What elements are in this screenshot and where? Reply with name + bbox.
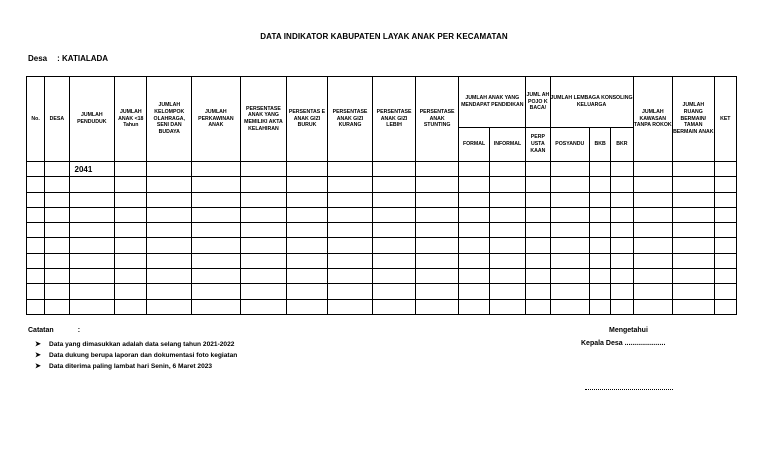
table-cell[interactable] [489,299,525,314]
header-ruang-bermain: JUMLAH RUANG BERMAIN/ TAMAN BERMAIN ANAK [673,77,715,162]
table-cell[interactable] [147,162,192,177]
table-cell[interactable] [287,207,328,222]
table-cell[interactable]: 2041 [69,162,115,177]
table-row [27,299,737,314]
table-cell[interactable] [415,299,459,314]
table-cell[interactable] [589,162,610,177]
table-cell[interactable] [373,299,416,314]
header-perkawinan-anak: JUMLAH PERKAWINAN ANAK [192,77,241,162]
table-cell[interactable] [373,253,416,268]
table-cell[interactable] [147,269,192,284]
table-cell[interactable] [550,177,589,192]
table-cell[interactable] [489,253,525,268]
table-cell[interactable] [611,284,633,299]
arrow-bullet-icon: ➤ [35,352,41,359]
table-cell[interactable] [45,253,69,268]
table-cell[interactable] [115,253,147,268]
table-row [27,269,737,284]
signature-line [585,389,673,390]
table-cell[interactable] [69,207,115,222]
catatan-text: Catatan [28,327,54,334]
header-pojok-baca: JUML AH POJO K BACA/ [526,77,550,128]
table-cell[interactable] [633,284,672,299]
table-cell[interactable] [489,238,525,253]
table-cell[interactable] [673,162,715,177]
header-stunting: PERSENTASE ANAK STUNTING [415,77,459,162]
header-pendidikan-formal: FORMAL [459,128,489,162]
table-cell[interactable] [673,223,715,238]
table-cell[interactable] [526,299,550,314]
note-item [35,339,237,350]
table-cell[interactable] [115,269,147,284]
catatan-colon: : [77,327,81,334]
table-cell[interactable] [589,192,610,207]
header-bkb: BKB [589,128,610,162]
table-cell[interactable] [287,162,328,177]
table-row [27,253,737,268]
table-cell[interactable] [115,299,147,314]
table-cell[interactable] [373,238,416,253]
table-cell[interactable] [633,177,672,192]
table-cell[interactable] [673,299,715,314]
desa-value: : KATIALADA [57,54,109,63]
table-cell[interactable] [611,253,633,268]
table-cell[interactable] [550,299,589,314]
table-cell[interactable] [27,192,45,207]
indicator-table [26,76,737,315]
table-cell[interactable] [240,299,287,314]
table-cell[interactable] [673,269,715,284]
table-cell[interactable] [633,253,672,268]
header-jumlah-penduduk: JUMLAH PENDUDUK [69,77,115,162]
table-cell[interactable] [115,177,147,192]
table-cell[interactable] [459,162,489,177]
table-cell[interactable] [287,253,328,268]
table-cell[interactable] [27,162,45,177]
table-cell[interactable] [192,238,241,253]
table-cell[interactable] [526,269,550,284]
arrow-bullet-icon: ➤ [35,363,41,370]
table-cell[interactable] [192,207,241,222]
table-cell[interactable] [27,269,45,284]
table-cell[interactable] [633,299,672,314]
table-cell[interactable] [147,253,192,268]
table-cell[interactable] [27,299,45,314]
table-row [27,207,737,222]
table-cell[interactable] [673,192,715,207]
table-cell[interactable] [673,238,715,253]
table-cell[interactable] [373,192,416,207]
table-cell[interactable] [287,223,328,238]
table-cell[interactable] [147,223,192,238]
table-cell[interactable] [459,238,489,253]
table-cell[interactable] [373,223,416,238]
table-cell[interactable] [714,253,736,268]
table-cell[interactable] [633,269,672,284]
table-cell[interactable] [611,299,633,314]
table-cell[interactable] [327,299,373,314]
table-cell[interactable] [633,238,672,253]
header-ket: KET [714,77,736,162]
table-row [27,238,737,253]
table-cell[interactable] [240,269,287,284]
table-cell[interactable] [192,192,241,207]
header-lembaga-konseling: JUMLAH LEMBAGA KONSOLING KELUARGA [550,77,633,128]
table-cell[interactable] [240,238,287,253]
table-cell[interactable] [714,177,736,192]
table-cell[interactable] [526,284,550,299]
table-cell[interactable] [415,207,459,222]
table-cell[interactable] [147,207,192,222]
header-kawasan-tanpa-rokok: JUMLAH KAWASAN TANPA ROKOK [633,77,672,162]
table-cell[interactable] [45,223,69,238]
table-cell[interactable] [192,253,241,268]
table-cell[interactable] [673,177,715,192]
table-cell[interactable] [714,299,736,314]
table-cell[interactable] [27,207,45,222]
table-cell[interactable] [45,284,69,299]
table-cell[interactable] [489,207,525,222]
header-desa: DESA [45,77,69,162]
table-cell[interactable] [327,238,373,253]
table-cell[interactable] [550,162,589,177]
table-cell[interactable] [45,238,69,253]
table-cell[interactable] [192,299,241,314]
table-cell[interactable] [714,269,736,284]
kepala-desa-label: Kepala Desa ..................... [581,340,666,347]
header-no: No. [27,77,45,162]
note-item [35,361,237,372]
table-cell[interactable] [327,192,373,207]
table-cell[interactable] [192,284,241,299]
note-text: Data dukung berupa laporan dan dokumentasi foto kegiatan [49,352,238,359]
table-cell[interactable] [611,207,633,222]
header-akta-kelahiran: PERSENTASE ANAK YANG MEMILIKI AKTA KELAHIRAN [240,77,287,162]
table-cell[interactable] [550,284,589,299]
table-cell[interactable] [673,284,715,299]
table-cell[interactable] [589,253,610,268]
table-cell[interactable] [489,284,525,299]
table-cell[interactable] [147,299,192,314]
table-cell[interactable] [373,269,416,284]
table-cell[interactable] [415,253,459,268]
table-cell[interactable] [489,162,525,177]
table-cell[interactable] [327,177,373,192]
table-cell[interactable] [459,284,489,299]
table-cell[interactable] [287,269,328,284]
table-row [27,177,737,192]
table-cell[interactable] [489,223,525,238]
table-cell[interactable] [69,253,115,268]
table-cell[interactable] [633,162,672,177]
table-cell[interactable] [327,223,373,238]
table-cell[interactable] [240,162,287,177]
table-cell[interactable] [327,269,373,284]
table-cell[interactable] [287,238,328,253]
table-cell[interactable] [459,207,489,222]
table-cell[interactable] [327,162,373,177]
table-cell[interactable] [69,223,115,238]
table-cell[interactable] [415,162,459,177]
table-cell[interactable] [415,238,459,253]
table-cell[interactable] [287,299,328,314]
table-cell[interactable] [633,192,672,207]
table-cell[interactable] [459,223,489,238]
mengetahui-label: Mengetahui [609,327,648,334]
table-cell[interactable] [611,192,633,207]
table-cell[interactable] [459,192,489,207]
table-cell[interactable] [115,192,147,207]
table-cell[interactable] [489,269,525,284]
table-cell[interactable] [415,269,459,284]
table-cell[interactable] [526,162,550,177]
table-cell[interactable] [27,223,45,238]
table-cell[interactable] [69,269,115,284]
table-cell[interactable] [192,162,241,177]
document-title: DATA INDIKATOR KABUPATEN LAYAK ANAK PER KECAMATAN [260,32,508,41]
table-cell[interactable] [147,284,192,299]
table-cell[interactable] [589,299,610,314]
table-cell[interactable] [373,177,416,192]
table-cell[interactable] [373,162,416,177]
table-cell[interactable] [45,269,69,284]
table-cell[interactable] [589,223,610,238]
table-cell[interactable] [611,238,633,253]
table-cell[interactable] [611,269,633,284]
table-cell[interactable] [69,284,115,299]
table-cell[interactable] [69,238,115,253]
table-row [27,284,737,299]
table-cell[interactable] [589,269,610,284]
table-cell[interactable] [714,223,736,238]
table-cell[interactable] [589,238,610,253]
table-cell[interactable] [459,253,489,268]
table-cell[interactable] [526,253,550,268]
header-perpustakaan: PERP USTA KAAN [526,128,550,162]
table-cell[interactable] [415,284,459,299]
table-cell[interactable] [459,299,489,314]
table-cell[interactable] [69,299,115,314]
desa-label: Desa [28,54,48,63]
table-cell[interactable] [589,177,610,192]
table-cell[interactable] [415,223,459,238]
table-cell[interactable] [327,253,373,268]
table-cell[interactable] [115,284,147,299]
header-pendidikan-informal: INFORMAL [489,128,525,162]
table-cell[interactable] [45,192,69,207]
desa-line [28,54,108,63]
table-cell[interactable] [115,207,147,222]
table-cell[interactable] [673,253,715,268]
table-cell[interactable] [27,238,45,253]
table-cell[interactable] [192,269,241,284]
table-cell[interactable] [489,177,525,192]
table-cell[interactable] [526,207,550,222]
table-cell[interactable] [287,192,328,207]
header-pendidikan: JUMLAH ANAK YANG MENDAPAT PENDIDIKAN [459,77,526,128]
table-cell[interactable] [115,162,147,177]
table-cell[interactable] [459,177,489,192]
header-gizi-lebih: PERSENTASE ANAK GIZI LEBIH [373,77,416,162]
table-cell[interactable] [611,223,633,238]
table-row [27,192,737,207]
table-row [27,162,737,177]
table-cell[interactable] [27,284,45,299]
header-gizi-buruk: PERSENTAS E ANAK GIZI BURUK [287,77,328,162]
table-cell[interactable] [526,192,550,207]
table-cell[interactable] [115,238,147,253]
note-text: Data yang dimasukkan adalah data selang tahun 2021-2022 [49,341,235,348]
table-cell[interactable] [115,223,147,238]
table-body [27,162,737,315]
table-cell[interactable] [611,177,633,192]
table-cell[interactable] [147,238,192,253]
header-kelompok-olahraga: JUMLAH KELOMPOK OLAHRAGA, SENI DAN BUDAYA [147,77,192,162]
table-cell[interactable] [45,207,69,222]
table-cell[interactable] [526,238,550,253]
table-cell[interactable] [589,284,610,299]
table-cell[interactable] [240,284,287,299]
catatan-label [28,327,80,334]
notes-list [35,339,237,372]
table-cell[interactable] [611,162,633,177]
table-cell[interactable] [240,223,287,238]
table-cell[interactable] [714,238,736,253]
table-cell[interactable] [633,207,672,222]
table-cell[interactable] [714,284,736,299]
table-cell[interactable] [192,177,241,192]
table-cell[interactable] [526,223,550,238]
table-cell[interactable] [714,207,736,222]
table-cell[interactable] [147,192,192,207]
table-cell[interactable] [287,177,328,192]
table-row [27,223,737,238]
table-cell[interactable] [27,253,45,268]
table-cell[interactable] [714,162,736,177]
table-cell[interactable] [489,192,525,207]
table-cell[interactable] [550,253,589,268]
table-cell[interactable] [415,192,459,207]
table-cell[interactable] [287,284,328,299]
table-cell[interactable] [240,192,287,207]
table-cell[interactable] [27,177,45,192]
header-jumlah-anak: JUMLAH ANAK <18 Tahun [115,77,147,162]
table-cell[interactable] [69,192,115,207]
table-cell[interactable] [459,269,489,284]
table-cell[interactable] [240,207,287,222]
header-posyandu: POSYANDU [550,128,589,162]
table-cell[interactable] [69,177,115,192]
table-cell[interactable] [373,284,416,299]
table-cell[interactable] [550,269,589,284]
table-cell[interactable] [714,192,736,207]
table-cell[interactable] [45,177,69,192]
table-cell[interactable] [633,223,672,238]
table-cell[interactable] [550,238,589,253]
table-cell[interactable] [192,223,241,238]
note-item [35,350,237,361]
table-cell[interactable] [550,223,589,238]
table-cell[interactable] [327,207,373,222]
table-cell[interactable] [45,162,69,177]
header-gizi-kurang: PERSENTASE ANAK GIZI KURANG [327,77,373,162]
table-cell[interactable] [147,177,192,192]
table-cell[interactable] [240,177,287,192]
table-cell[interactable] [45,299,69,314]
table-cell[interactable] [526,177,550,192]
table-cell[interactable] [673,207,715,222]
table-cell[interactable] [550,192,589,207]
table-cell[interactable] [240,253,287,268]
table-cell[interactable] [373,207,416,222]
arrow-bullet-icon: ➤ [35,341,41,348]
table-cell[interactable] [327,284,373,299]
table-cell[interactable] [550,207,589,222]
table-cell[interactable] [589,207,610,222]
note-text: Data diterima paling lambat hari Senin, 6 Maret 2023 [49,363,213,370]
header-bkr: BKR [611,128,633,162]
table-cell[interactable] [415,177,459,192]
